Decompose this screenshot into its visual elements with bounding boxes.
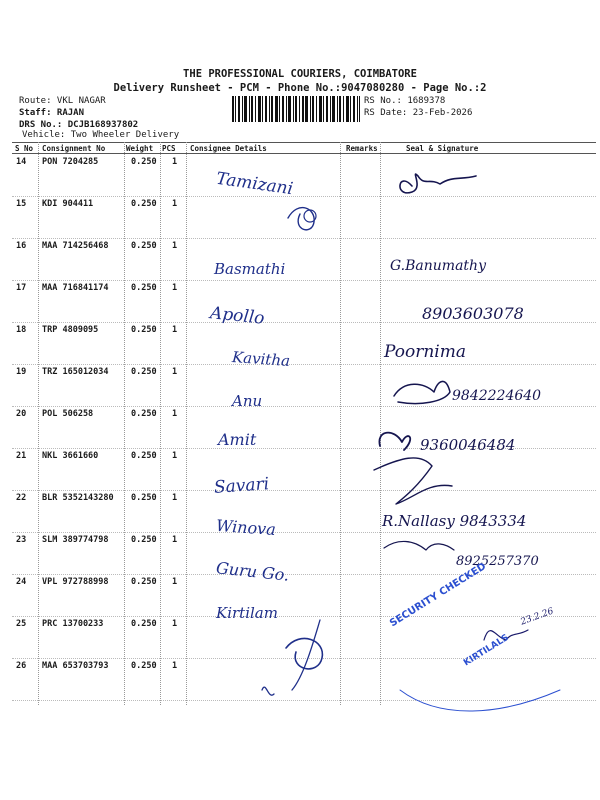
stamp-date: 23.2.26 [519, 606, 556, 628]
row-consignment: VPL 972788998 [42, 577, 109, 587]
row-weight: 0.250 [131, 493, 157, 503]
stamp-arc [400, 690, 560, 711]
rs-number: RS No.: 1689378 [364, 96, 446, 106]
row-consignment: TRZ 165012034 [42, 367, 109, 377]
signature-mark [379, 433, 410, 450]
row-pcs: 1 [172, 367, 178, 377]
row-weight: 0.250 [131, 661, 157, 671]
row-sno: 24 [16, 577, 27, 587]
row-weight: 0.250 [131, 619, 157, 629]
stamp-company: KIRTILALS [462, 632, 511, 669]
row-weight: 0.250 [131, 199, 157, 209]
row-consignment: NKL 3661660 [42, 451, 99, 461]
row-consignment: KDI 904411 [42, 199, 94, 209]
handwritten-name: Savari [213, 474, 270, 498]
handwritten-name: Amit [218, 430, 257, 449]
signature-mark [384, 541, 454, 550]
row-consignment: BLR 5352143280 [42, 493, 114, 503]
handwritten-name: Apollo [209, 303, 266, 329]
signature-mark [400, 174, 476, 193]
handwritten-remark: 8903603078 [422, 304, 524, 323]
handwritten-name: Tamizani [214, 168, 295, 200]
security-checked-stamp: SECURITY CHECKED [388, 561, 489, 630]
row-sno: 21 [16, 451, 27, 461]
row-pcs: 1 [172, 409, 178, 419]
handwritten-remark: Poornima [384, 342, 466, 362]
handwritten-name: Basmathi [214, 260, 286, 278]
row-pcs: 1 [172, 493, 178, 503]
handwritten-name: Guru Go. [215, 558, 291, 585]
signature-mark [394, 381, 450, 403]
row-sno: 18 [16, 325, 27, 335]
row-consignment: TRP 4809095 [42, 325, 99, 335]
col-pcs: PCS [162, 144, 176, 153]
row-weight: 0.250 [131, 409, 157, 419]
consignee-scribble [292, 620, 320, 690]
drs-label: DRS No.: DCJB168937802 [19, 120, 139, 130]
consignee-scribble [288, 208, 314, 230]
row-sno: 14 [16, 157, 27, 167]
runsheet-subtitle: Delivery Runsheet - PCM - Phone No.:9047080280 - Page No.:2 [113, 82, 487, 94]
row-consignment: POL 506258 [42, 409, 94, 419]
col-remarks: Remarks [346, 144, 378, 153]
row-pcs: 1 [172, 199, 178, 209]
handwritten-name: Winova [215, 515, 277, 540]
row-weight: 0.250 [131, 535, 157, 545]
row-weight: 0.250 [131, 157, 157, 167]
row-consignment: PRC 13700233 [42, 619, 104, 629]
col-consignee: Consignee Details [190, 144, 267, 153]
route-label: Route: VKL NAGAR [19, 96, 106, 106]
row-weight: 0.250 [131, 241, 157, 251]
vehicle-label: Vehicle: Two Wheeler Delivery [22, 130, 180, 140]
handwritten-name: Kirtilam [216, 604, 278, 622]
row-sno: 25 [16, 619, 27, 629]
row-sno: 17 [16, 283, 27, 293]
row-pcs: 1 [172, 325, 178, 335]
row-weight: 0.250 [131, 367, 157, 377]
row-sno: 23 [16, 535, 27, 545]
row-weight: 0.250 [131, 451, 157, 461]
row-sno: 20 [16, 409, 27, 419]
row-pcs: 1 [172, 661, 178, 671]
row-weight: 0.250 [131, 325, 157, 335]
handwritten-remark: 9842224640 [452, 388, 542, 404]
row-consignment: MAA 653703793 [42, 661, 109, 671]
row-consignment: PON 7204285 [42, 157, 99, 167]
col-weight: Weight [126, 144, 154, 153]
handwritten-remark: 8925257370 [456, 554, 539, 569]
row-pcs: 1 [172, 241, 178, 251]
row-sno: 19 [16, 367, 27, 377]
col-sno: S No [15, 144, 34, 153]
signature-mark [374, 458, 452, 504]
row-weight: 0.250 [131, 283, 157, 293]
col-consignment: Consignment No [42, 144, 106, 153]
handwritten-remark: G.Banumathy [390, 258, 486, 274]
row-sno: 16 [16, 241, 27, 251]
row-sno: 26 [16, 661, 27, 671]
col-seal: Seal & Signature [406, 144, 479, 153]
row-pcs: 1 [172, 535, 178, 545]
row-weight: 0.250 [131, 577, 157, 587]
row-consignment: MAA 716841174 [42, 283, 109, 293]
row-pcs: 1 [172, 157, 178, 167]
handwritten-name: Anu [232, 392, 263, 410]
consignee-scribble [286, 639, 322, 669]
company-title: THE PROFESSIONAL COURIERS, COIMBATORE [183, 68, 417, 80]
row-pcs: 1 [172, 451, 178, 461]
rs-date: RS Date: 23-Feb-2026 [364, 108, 473, 118]
row-pcs: 1 [172, 283, 178, 293]
consignee-scribble [262, 687, 274, 695]
row-sno: 15 [16, 199, 27, 209]
row-consignment: MAA 714256468 [42, 241, 109, 251]
handwritten-remark: R.Nallasy 9843334 [382, 512, 527, 530]
row-pcs: 1 [172, 577, 178, 587]
handwritten-name: Kavitha [231, 347, 291, 371]
staff-label: Staff: RAJAN [19, 108, 85, 118]
row-consignment: SLM 389774798 [42, 535, 109, 545]
handwritten-remark: 9360046484 [420, 436, 516, 454]
row-pcs: 1 [172, 619, 178, 629]
row-sno: 22 [16, 493, 27, 503]
